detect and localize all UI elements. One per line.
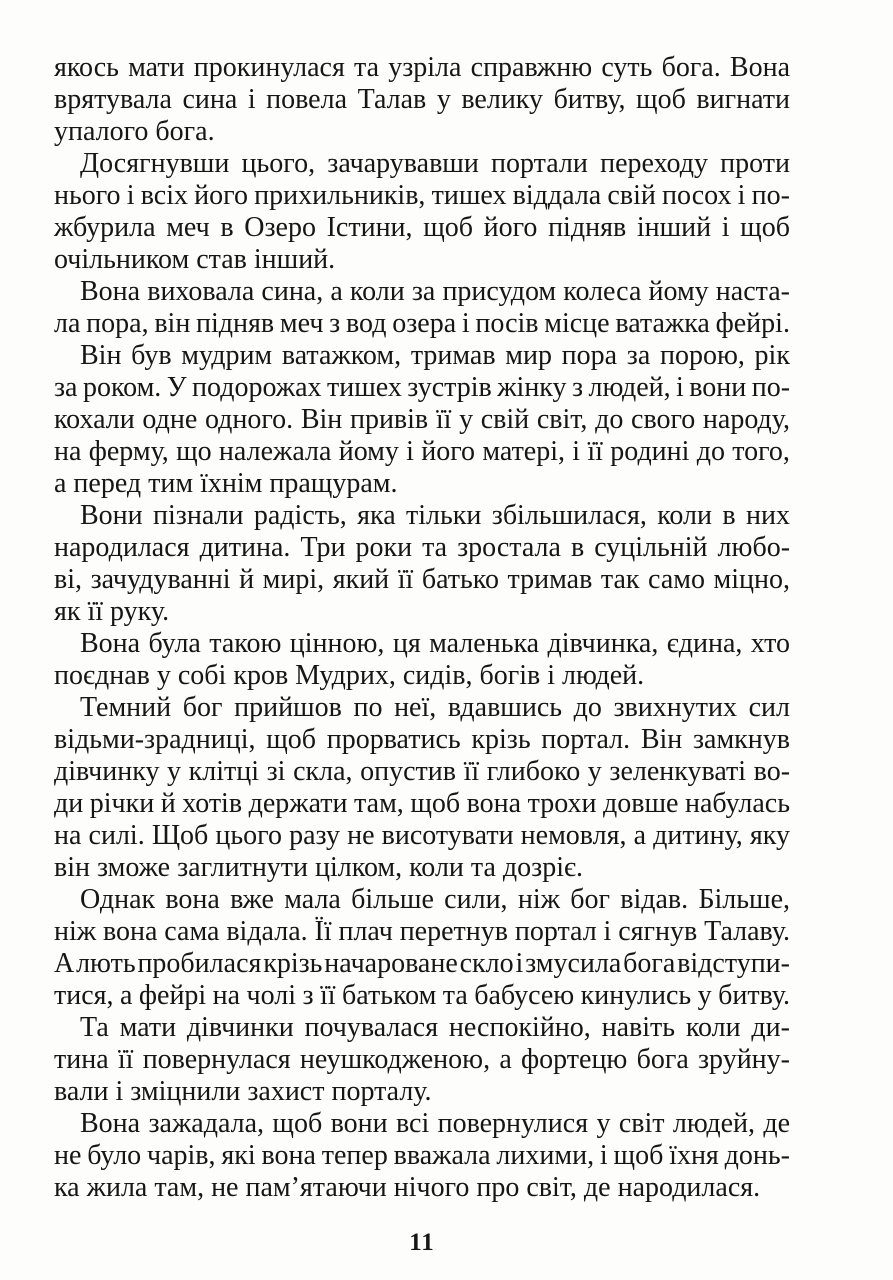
text-line: Вона зажадала, щоб вони всі повернулися у світ людей, де (80, 1108, 791, 1139)
paragraph (54, 692, 790, 884)
text-line: ніж вона сама відала. Її плач перетнув портал і сягнув Талаву. (54, 916, 791, 947)
text-line: ві, зачудуванні й мирі, який її батько тримав так само міцно, (54, 564, 791, 595)
paragraph (54, 628, 790, 692)
text-line: упалого бога. (54, 116, 215, 147)
paragraph (54, 1012, 790, 1108)
text-line: жбурила меч в Озеро Істини, щоб його підняв інший і щоб (54, 212, 790, 243)
text-line: тина її повернулася неушкодженою, а фортецю бога зруйну- (54, 1044, 790, 1075)
text-line: очільником став інший. (54, 244, 336, 275)
text-line: Вона виховала сина, а коли за присудом колеса йому наста- (80, 276, 790, 307)
text-line: нього і всіх його прихильників, тишех віддала свій посох і по- (54, 180, 790, 211)
text-line: на ферму, що належала йому і його матері, і її родині до того, (54, 436, 790, 467)
text-line: ди річки й хотів держати там, щоб вона трохи довше набулась (54, 788, 790, 819)
text-line: на силі. Щоб цього разу не висотувати немовля, а дитину, яку (54, 820, 791, 851)
text-line: Досягнувши цього, зачарувавши портали переходу проти (80, 148, 790, 179)
text-line: за роком. У подорожах тишех зустрів жінку з людей, і вони по- (54, 372, 791, 403)
text-line: не було чарів, які вона тепер вважала лихими, і щоб їхня донь- (54, 1140, 790, 1171)
text-line: кохали одне одного. Він привів її у свій світ, до свого народу, (54, 404, 790, 435)
paragraph (54, 148, 790, 276)
text-line: А лють пробилася крізь начароване скло і змусила бога відступи- (54, 948, 790, 979)
text-line: а перед тим їхнім пращурам. (54, 468, 398, 499)
paragraph (54, 276, 790, 340)
text-line: врятувала сина і повела Талав у велику битву, щоб вигнати (54, 84, 790, 115)
page-text (54, 52, 790, 1204)
text-line: Вона була такою цінною, ця маленька дівчинка, єдина, хто (80, 628, 790, 659)
paragraph (54, 340, 790, 500)
text-line: Він був мудрим ватажком, тримав мир пора за порою, рік (80, 340, 790, 371)
text-line: Однак вона вже мала більше сили, ніж бог відав. Більше, (80, 884, 791, 915)
text-line: поєднав у собі кров Мудрих, сидів, богів і людей. (54, 660, 645, 691)
paragraph (54, 500, 790, 628)
page-number: 11 (409, 1229, 435, 1256)
text-line: Та мати дівчинки почувалася неспокійно, навіть коли ди- (80, 1012, 790, 1043)
paragraph (54, 1108, 790, 1204)
text-line: дівчинку у клітці зі скла, опустив її глибоко у зеленкуваті во- (54, 756, 791, 787)
text-line: вали і зміцнили захист порталу. (54, 1076, 432, 1107)
paragraph (54, 884, 790, 1012)
text-line: він зможе заглитнути цілком, коли та дозріє. (54, 852, 584, 883)
text-line: народилася дитина. Три роки та зростала в суцільній любо- (54, 532, 791, 563)
text-line: якось мати прокинулася та узріла справжню суть бога. Вона (54, 52, 791, 83)
text-line: відьми-зрадниці, щоб прорватись крізь портал. Він замкнув (54, 724, 790, 755)
text-line: тися, а фейрі на чолі з її батьком та бабусею кинулись у битву. (54, 980, 791, 1011)
text-line: Темний бог прийшов по неї, вдавшись до звихнутих сил (80, 692, 790, 723)
text-line: як її руку. (54, 596, 170, 627)
text-line: ка жила там, не пам’ятаючи нічого про світ, де народилася. (54, 1172, 761, 1203)
text-line: ла пора, він підняв меч з вод озера і посів місце ватажка фейрі. (54, 308, 790, 339)
text-line: Вони пізнали радість, яка тільки збільшилася, коли в них (80, 500, 790, 531)
paragraph (54, 52, 790, 148)
